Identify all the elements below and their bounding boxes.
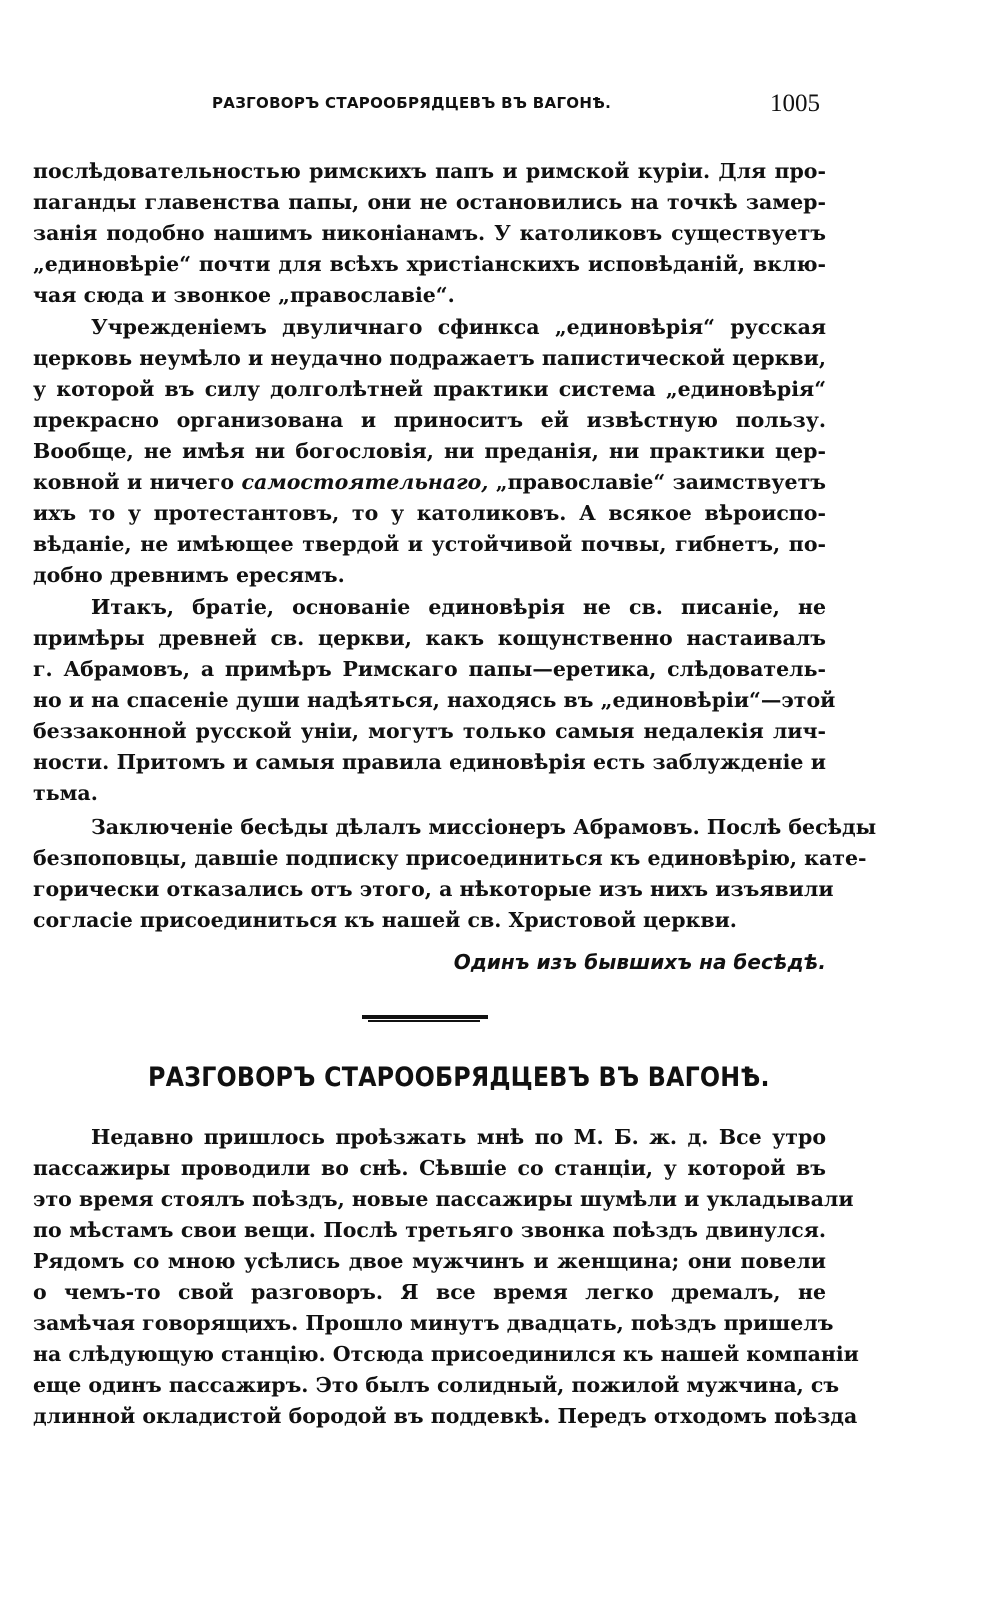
text-fragment: ковной и ничего bbox=[33, 470, 242, 494]
text-line: у которой въ силу долголѣтней практики система „единовѣрія“ bbox=[33, 377, 826, 401]
text-line: послѣдовательностью римскихъ папъ и римской куріи. Для про- bbox=[33, 159, 826, 183]
signature: Одинъ изъ бывшихъ на бесѣдѣ. bbox=[453, 950, 826, 974]
text-line: пассажиры проводили во снѣ. Сѣвшіе со станціи, у которой въ bbox=[33, 1156, 826, 1180]
text-line: ности. Притомъ и самыя правила единовѣрія есть заблужденіе и bbox=[33, 750, 826, 774]
text-line: Рядомъ со мною усѣлись двое мужчинъ и женщина; они повели bbox=[33, 1249, 826, 1273]
text-line: чая сюда и звонкое „православіе“. bbox=[33, 283, 455, 307]
text-line: это время стоялъ поѣздъ, новые пассажиры шумѣли и укладывали bbox=[33, 1187, 854, 1211]
text-line: примѣры древней св. церкви, какъ кощунственно настаивалъ bbox=[33, 626, 826, 650]
text-line: по мѣстамъ свои вещи. Послѣ третьяго звонка поѣздъ двинулся. bbox=[33, 1218, 826, 1242]
paragraph-4 bbox=[33, 812, 877, 936]
text-line: на слѣдующую станцію. Отсюда присоединился къ нашей компаніи bbox=[33, 1342, 859, 1366]
text-line: г. Абрамовъ, а примѣръ Римскаго папы—еретика, слѣдователь- bbox=[33, 657, 826, 681]
text-line: ихъ то у протестантовъ, то у католиковъ. А всякое вѣроиспо- bbox=[33, 501, 826, 525]
divider-rule bbox=[368, 1020, 480, 1022]
text-line: согласіе присоединиться къ нашей св. Христовой церкви. bbox=[33, 908, 737, 932]
text-line: церковь неумѣло и неудачно подражаетъ папистической церкви, bbox=[33, 346, 826, 370]
paragraph-5 bbox=[33, 1122, 859, 1432]
text-line: безпоповцы, давшіе подписку присоединиться къ единовѣрію, кате- bbox=[33, 846, 867, 870]
section-divider bbox=[362, 1015, 488, 1023]
text-line: Итакъ, братіе, основаніе единовѣрія не св. писаніе, не bbox=[91, 595, 826, 619]
text-line: замѣчая говорящихъ. Прошло минутъ двадцать, поѣздъ пришелъ bbox=[33, 1311, 834, 1335]
text-line: еще одинъ пассажиръ. Это былъ солидный, пожилой мужчина, съ bbox=[33, 1373, 840, 1397]
text-fragment: „православіе“ заимствуетъ bbox=[488, 470, 827, 494]
italic-word: самостоятельнаго, bbox=[241, 470, 489, 494]
running-head: РАЗГОВОРЪ СТАРООБРЯДЦЕВЪ ВЪ ВАГОНѢ. bbox=[212, 94, 612, 112]
paragraph-2 bbox=[33, 312, 826, 591]
text-line: беззаконной русской уніи, могутъ только самыя недалекія лич- bbox=[33, 719, 826, 743]
paragraph-1 bbox=[33, 156, 826, 311]
text-line: занія подобно нашимъ никоніанамъ. У католиковъ существуетъ bbox=[33, 221, 826, 245]
text-line: Учрежденіемъ двуличнаго сфинкса „единовѣрія“ русская bbox=[91, 315, 826, 339]
text-line: прекрасно организована и приноситъ ей извѣстную пользу. bbox=[33, 408, 826, 432]
text-line: горически отказались отъ этого, а нѣкоторые изъ нихъ изъявили bbox=[33, 877, 834, 901]
text-line: Заключеніе бесѣды дѣлалъ миссіонеръ Абрамовъ. Послѣ бесѣды bbox=[91, 815, 877, 839]
text-line: вѣданіе, не имѣющее твердой и устойчивой почвы, гибнетъ, по- bbox=[33, 532, 826, 556]
paragraph-3 bbox=[33, 592, 836, 809]
text-line: о чемъ-то свой разговоръ. Я все время легко дремалъ, не bbox=[33, 1280, 826, 1304]
text-line: тьма. bbox=[33, 781, 98, 805]
page-number: 1005 bbox=[770, 90, 820, 117]
text-line bbox=[33, 467, 826, 498]
section-title: РАЗГОВОРЪ СТАРООБРЯДЦЕВЪ ВЪ ВАГОНѢ. bbox=[148, 1062, 770, 1093]
text-line: но и на спасеніе души надѣяться, находясь въ „единовѣріи“—этой bbox=[33, 688, 836, 712]
text-line: длинной окладистой бородой въ поддевкѣ. Передъ отходомъ поѣзда bbox=[33, 1404, 858, 1428]
divider-rule bbox=[362, 1015, 488, 1019]
text-line: добно древнимъ ересямъ. bbox=[33, 563, 345, 587]
text-line: „единовѣріе“ почти для всѣхъ христіанскихъ исповѣданій, вклю- bbox=[33, 252, 826, 276]
text-line: Вообще, не имѣя ни богословія, ни преданія, ни практики цер- bbox=[33, 439, 826, 463]
text-line: паганды главенства папы, они не остановились на точкѣ замер- bbox=[33, 190, 826, 214]
text-line: Недавно пришлось проѣзжать мнѣ по М. Б. ж. д. Все утро bbox=[91, 1125, 826, 1149]
